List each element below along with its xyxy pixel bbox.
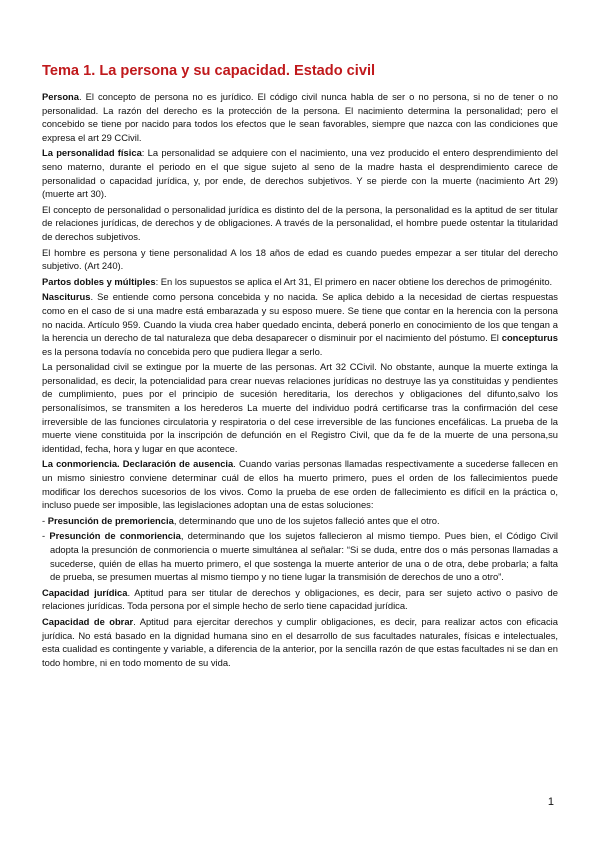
paragraph-nasciturus: [42, 290, 558, 358]
paragraph-text: , determinando que uno de los sujetos falleció antes que el otro.: [173, 514, 440, 526]
paragraph-conmoriencia: [42, 457, 558, 511]
term-personalidad-fisica: La personalidad física: [42, 147, 142, 159]
page-title: Tema 1. La persona y su capacidad. Estado civil: [42, 63, 376, 79]
term-presuncion-conmoriencia: Presunción de conmoriencia: [49, 530, 181, 542]
paragraph-capacidad-obrar: [42, 615, 558, 669]
paragraph-personalidad-fisica: [42, 146, 558, 200]
page-number: 1: [547, 796, 554, 808]
document-page: [42, 62, 558, 671]
term-partos-dobles: Partos dobles y múltiples: [42, 275, 156, 287]
term-conmoriencia: La conmoriencia. Declaración de ausencia: [42, 458, 234, 470]
paragraph-concepto-personalidad: El concepto de personalidad o personalidad jurídica es distinto del de la persona, la personalidad es la aptitud de ser titular de relaciones jurídicas, de derechos y de obligaciones. A través de la personalidad, el hombre puede ostentar la titularidad de derechos subjetivos.: [42, 203, 558, 242]
paragraph-text: . Cuando varias personas llamadas respectivamente a sucederse fallecen en un mismo siniestro conviene determinar cuál de ellos ha muerto primero, pues el orden de los fallecimientos puede modificar los derechos sucesorios de los vivos. Como la prueba de ese orden de fallecimiento es difícil en la práctica o, incluso puede ser imposible, las legislaciones adoptan una de estas soluciones:: [42, 458, 558, 511]
paragraph-text: : La personalidad se adquiere con el nacimiento, una vez producido el entero desprendimiento del seno materno, durante el periodo en el que sigue sujeto al seno de la madre hasta el desprendimiento carece de personalidad o capacidad jurídica, y, por ende, de derechos subjetivos. Y se pierde con la muerte (nacimiento Art 29) (muerte art 30).: [42, 147, 558, 200]
paragraph-text: . Se entiende como persona concebida y no nacida. Se aplica debido a la necesidad de ciertas respuestas como en el caso de si una madre está embarazada y su esposo muere. Se tiene que contar en la herencia con la persona no nacida. Artículo 959. Cuando la viuda crea haber quedado encinta, deberá ponerlo en conocimiento de los que tengan a la herencia un derecho de tal naturaleza que deba desaparecer o disminuir por el nacimiento del póstumo. El: [42, 291, 558, 344]
bullet-dash: -: [42, 530, 50, 542]
paragraph-text: es la persona todavía no concebida pero que pudiera llegar a serlo.: [42, 345, 323, 357]
paragraph-text: . Aptitud para ejercitar derechos y cumplir obligaciones, es decir, para realizar actos con eficacia jurídica. No está basado en la dignidad humana sino en el desarrollo de sus facultades naturales, físicas e intelectuales, esta cualidad es contingente y variable, a diferencia de la anterior, por la sencilla razón de que estas facultades ni se dan en todo hombre, ni en todo momento de su vida.: [42, 615, 558, 668]
bullet-dash: -: [42, 514, 48, 526]
paragraph-hombre-persona: El hombre es persona y tiene personalidad A los 18 años de edad es cuando puedes empezar a ser titular del derecho subjetivo. (Art 240).: [42, 246, 558, 272]
paragraph-extincion: La personalidad civil se extingue por la muerte de las personas. Art 32 CCivil. No obstante, aunque la muerte extinga la personalidad, es decir, la potencialidad para crear nuevas relaciones jurídicas no destruye las ya constituidas y pendientes de cumplimiento, pues por el principio de sucesión hereditaria, los derechos y obligaciones del difunto,salvo los personalísimos, se transmiten a los herederos La muerte del individuo podrá certificarse tras la confirmación del cese irreversible de las funciones circulatoria y respiratoria o del cese irreversible de las funciones encefálicas. La prueba de la muerte viene constituida por la inscripción de defunción en el Registro Civil, que da fe de la muerte de una persona,su identidad, fecha, hora y lugar en que acontece.: [42, 361, 558, 454]
list-item-premoriencia: [42, 514, 558, 528]
paragraph-text: : En los supuestos se aplica el Art 31, El primero en nacer obtiene los derechos de primogénito.: [155, 275, 553, 287]
list-item-conmoriencia: [42, 529, 558, 583]
term-capacidad-obrar: Capacidad de obrar: [42, 615, 134, 627]
paragraph-text: . El concepto de persona no es jurídico. El código civil nunca habla de ser o no persona, si no de tener o no personalidad. La razón del derecho es la protección de la persona. El nacimiento determina la personalidad; pero el concebido se tiene por nacido para todos los efectos que le sean favorables, siempre que nazca con las condiciones que expresa el art 29 CCivil.: [42, 91, 558, 143]
paragraph-partos-dobles: [42, 275, 558, 289]
term-capacidad-juridica: Capacidad jurídica: [42, 586, 128, 598]
term-persona: Persona: [42, 91, 79, 102]
paragraph-capacidad-juridica: [42, 586, 558, 613]
term-premoriencia: Presunción de premoriencia: [47, 514, 174, 526]
paragraph-text: , determinando que los sujetos fallecieron al mismo tiempo. Pues bien, el Código Civil adopta la presunción de conmoriencia o muerte simultánea al señalar: “Si se duda, entre dos o más personas llamadas a sucederse, quién de ellas ha muerto primero, el que sostenga la muerte anterior de una o de otra, debe probarla; a falta de prueba, se presumen muertas al mismo tiempo y no tiene lugar la transmisión de derechos de uno a otro”.: [50, 530, 558, 583]
paragraph-text: . Aptitud para ser titular de derechos y obligaciones, es decir, para ser sujeto activo o pasivo de relaciones jurídicas. Toda persona por el simple hecho de serlo tiene capacidad jurídica.: [42, 586, 558, 612]
term-nasciturus: Nasciturus: [42, 291, 91, 303]
term-concepturus: concepturus: [501, 332, 558, 344]
paragraph-persona: [42, 90, 558, 144]
